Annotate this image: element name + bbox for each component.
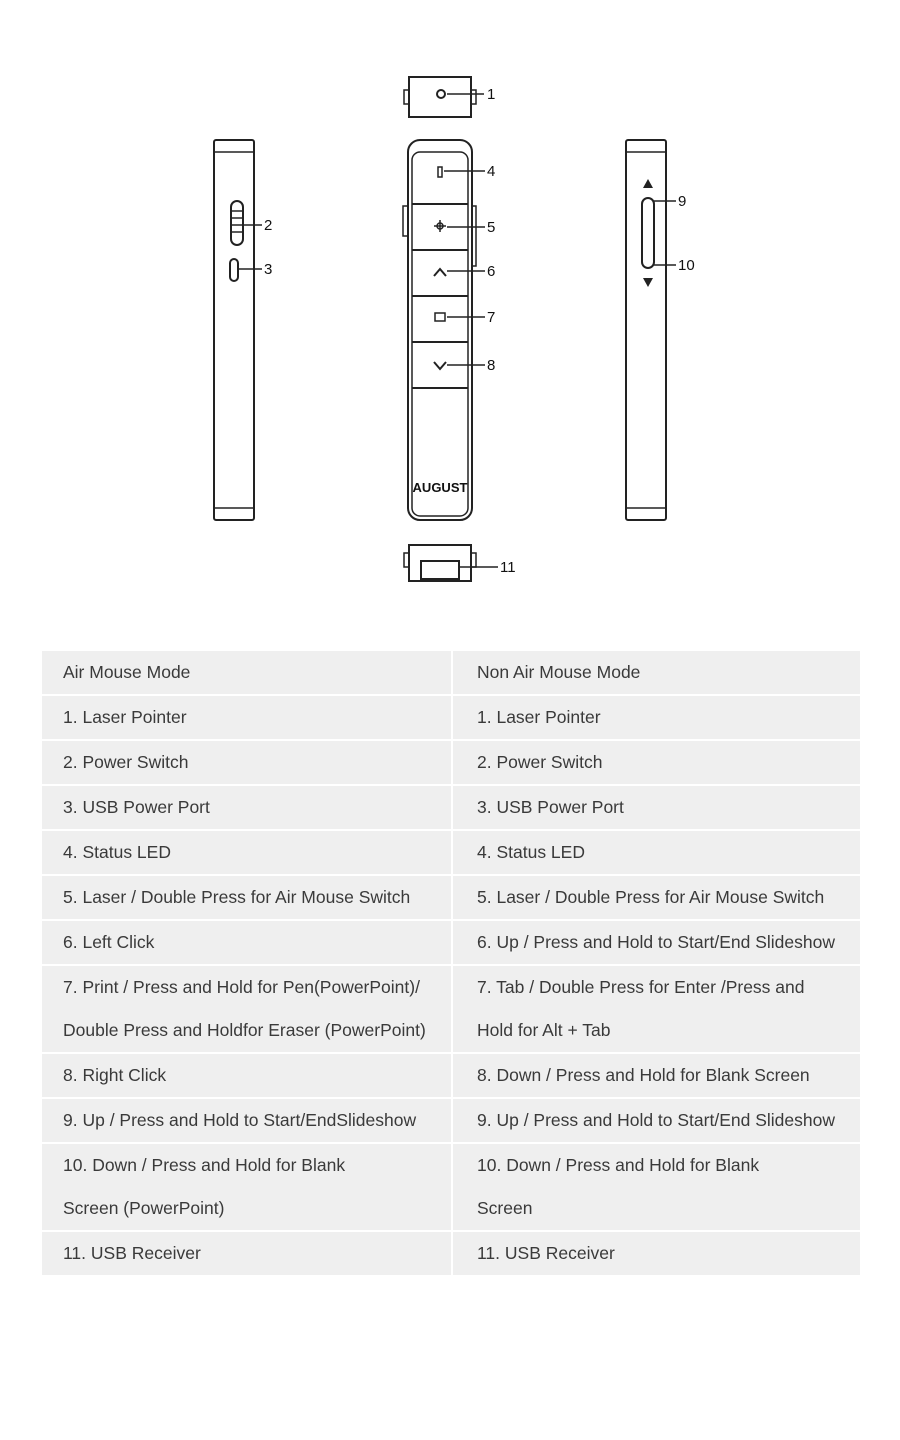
- header-non-air-mouse-mode: Non Air Mouse Mode: [451, 651, 860, 696]
- status-led-icon: [438, 167, 442, 177]
- table-row: [42, 966, 860, 1054]
- cell-text: 8. Down / Press and Hold for Blank Screen: [477, 1065, 810, 1085]
- table-body: [42, 651, 860, 1275]
- non-air-mouse-cell: [451, 786, 860, 831]
- cell-text: 4. Status LED: [477, 842, 585, 862]
- product-diagram: [0, 0, 900, 620]
- cell-text: 2. Power Switch: [63, 752, 189, 772]
- table-row: [42, 696, 860, 741]
- cell-text: 1. Laser Pointer: [477, 707, 601, 727]
- laser-button-icon: [434, 220, 446, 232]
- square-button-icon: [435, 313, 445, 321]
- right-side-view: [626, 140, 676, 520]
- callout-1: 1: [487, 86, 496, 103]
- mode-comparison-table: [42, 651, 860, 1275]
- cell-text: 3. USB Power Port: [63, 797, 210, 817]
- callout-4: 4: [487, 163, 496, 180]
- air-mouse-cell: [42, 786, 451, 831]
- cell-text: 3. USB Power Port: [477, 797, 624, 817]
- cell-text: 11. USB Receiver: [477, 1243, 615, 1263]
- air-mouse-cell: [42, 876, 451, 921]
- table-row: [42, 1232, 860, 1275]
- air-mouse-cell: [42, 921, 451, 966]
- non-air-mouse-cell: [451, 696, 860, 741]
- cell-text: 11. USB Receiver: [63, 1243, 201, 1263]
- table-row: [42, 786, 860, 831]
- table-row: [42, 1054, 860, 1099]
- cell-text: 10. Down / Press and Hold for Blank: [477, 1155, 760, 1175]
- air-mouse-cell: [42, 1144, 451, 1232]
- front-view: [403, 140, 485, 520]
- air-mouse-cell: [42, 1232, 451, 1275]
- cell-text: 4. Status LED: [63, 842, 171, 862]
- non-air-mouse-cell: [451, 876, 860, 921]
- table-header-row: [42, 651, 860, 696]
- callout-7: 7: [487, 309, 496, 326]
- cell-text: 6. Left Click: [63, 932, 155, 952]
- cell-text: 1. Laser Pointer: [63, 707, 187, 727]
- non-air-mouse-cell: [451, 1054, 860, 1099]
- air-mouse-cell: [42, 696, 451, 741]
- callout-6: 6: [487, 263, 496, 280]
- non-air-mouse-cell: [451, 1232, 860, 1275]
- cell-text: Screen: [477, 1198, 533, 1218]
- non-air-mouse-cell: [451, 921, 860, 966]
- table-row: [42, 831, 860, 876]
- cell-text: 10. Down / Press and Hold for Blank: [63, 1155, 346, 1175]
- callout-9: 9: [678, 193, 687, 210]
- table-row: [42, 1099, 860, 1144]
- non-air-mouse-cell: [451, 741, 860, 786]
- air-mouse-cell: [42, 1054, 451, 1099]
- table-row: [42, 741, 860, 786]
- laser-pointer-icon: [437, 90, 445, 98]
- cell-text: Screen (PowerPoint): [63, 1198, 225, 1218]
- down-chevron-icon: [434, 362, 446, 369]
- up-arrow-icon: [643, 179, 653, 188]
- top-end-view: [404, 77, 484, 117]
- up-chevron-icon: [434, 269, 446, 276]
- table-row: [42, 1144, 860, 1232]
- table-row: [42, 921, 860, 966]
- non-air-mouse-cell: [451, 831, 860, 876]
- cell-text: 7. Print / Press and Hold for Pen(PowerPoint)/: [63, 977, 420, 997]
- down-arrow-icon: [643, 278, 653, 287]
- header-air-mouse-mode: Air Mouse Mode: [42, 651, 451, 696]
- callout-11: 11: [500, 559, 516, 576]
- cell-text: Double Press and Holdfor Eraser (PowerPoint): [63, 1020, 426, 1040]
- non-air-mouse-cell: [451, 966, 860, 1054]
- volume-rocker-icon: [642, 198, 654, 268]
- cell-text: 5. Laser / Double Press for Air Mouse Switch: [477, 887, 825, 907]
- callout-5: 5: [487, 219, 496, 236]
- cell-text: 5. Laser / Double Press for Air Mouse Switch: [63, 887, 411, 907]
- usb-receiver-icon: [421, 561, 459, 579]
- cell-text: 6. Up / Press and Hold to Start/End Slideshow: [477, 932, 835, 952]
- table-row: [42, 876, 860, 921]
- cell-text: 2. Power Switch: [477, 752, 603, 772]
- callout-8: 8: [487, 357, 496, 374]
- air-mouse-cell: [42, 966, 451, 1054]
- cell-text: 7. Tab / Double Press for Enter /Press and: [477, 977, 805, 997]
- callout-2: 2: [264, 217, 273, 234]
- cell-text: 9. Up / Press and Hold to Start/EndSlideshow: [63, 1110, 417, 1130]
- air-mouse-cell: [42, 741, 451, 786]
- non-air-mouse-cell: [451, 1144, 860, 1232]
- cell-text: 9. Up / Press and Hold to Start/End Slideshow: [477, 1110, 835, 1130]
- power-switch-icon: [231, 201, 243, 245]
- cell-text: 8. Right Click: [63, 1065, 167, 1085]
- cell-text: Hold for Alt + Tab: [477, 1020, 611, 1040]
- left-side-view: [214, 140, 262, 520]
- non-air-mouse-cell: [451, 1099, 860, 1144]
- usb-port-icon: [230, 259, 238, 281]
- callout-10: 10: [678, 257, 695, 274]
- brand-logo: AUGUST: [412, 480, 468, 495]
- air-mouse-cell: [42, 831, 451, 876]
- bottom-end-view: [404, 545, 498, 581]
- air-mouse-cell: [42, 1099, 451, 1144]
- callout-3: 3: [264, 261, 273, 278]
